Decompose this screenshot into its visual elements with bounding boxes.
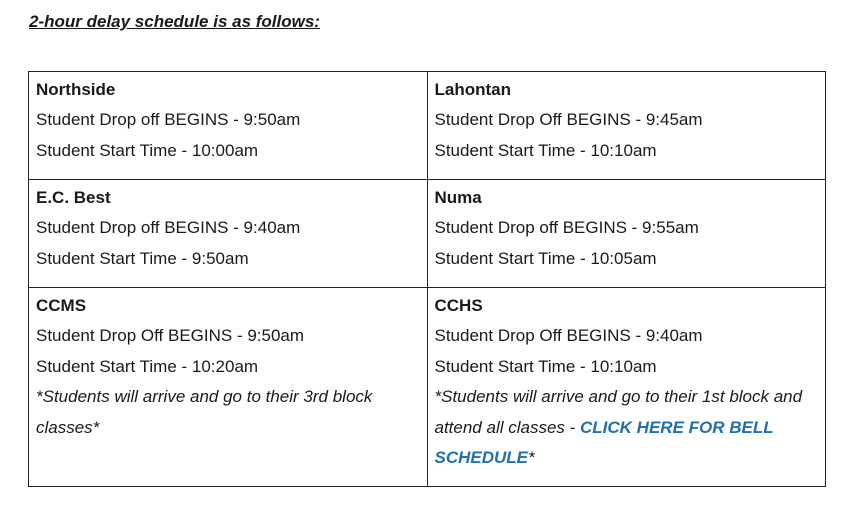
start-time: Student Start Time - 10:10am (434, 140, 657, 160)
school-cell-northside (29, 72, 428, 180)
school-cell-lahontan (427, 72, 826, 180)
arrival-note (435, 382, 820, 474)
drop-off-time: Student Drop Off BEGINS - 9:50am (36, 326, 305, 345)
start-time: Student Start Time - 10:05am (434, 248, 657, 268)
page-heading: 2-hour delay schedule is as follows: (29, 12, 320, 31)
drop-off-time: Student Drop off BEGINS - 9:50am (36, 110, 301, 129)
arrival-note-text: *Students will arrive and go to their 1st block and attend all classes - (434, 387, 803, 437)
school-name: Northside (36, 80, 116, 99)
arrival-note-end: * (528, 448, 535, 467)
school-cell-numa (427, 180, 826, 288)
table-row (29, 180, 826, 288)
school-cell-ec-best (29, 180, 428, 288)
school-name: Lahontan (434, 80, 511, 99)
start-time: Student Start Time - 9:50am (36, 248, 249, 268)
school-cell-ccms (29, 288, 428, 487)
drop-off-time: Student Drop Off BEGINS - 9:45am (434, 110, 703, 129)
arrival-note: *Students will arrive and go to their 3rd block classes* (36, 387, 373, 437)
delay-schedule-table (28, 71, 826, 487)
drop-off-time: Student Drop off BEGINS - 9:40am (36, 218, 301, 237)
drop-off-time: Student Drop off BEGINS - 9:55am (434, 218, 699, 237)
table-row (29, 72, 826, 180)
start-time: Student Start Time - 10:10am (434, 356, 657, 376)
start-time: Student Start Time - 10:00am (36, 140, 259, 160)
bell-schedule-link[interactable]: CLICK HERE FOR BELL SCHEDULE (434, 417, 774, 467)
drop-off-time: Student Drop Off BEGINS - 9:40am (434, 326, 703, 345)
school-name: CCHS (434, 296, 483, 315)
school-cell-cchs (427, 288, 826, 487)
school-name: E.C. Best (36, 188, 111, 207)
table-row (29, 288, 826, 487)
school-name: CCMS (36, 296, 87, 315)
school-name: Numa (434, 188, 482, 207)
start-time: Student Start Time - 10:20am (36, 356, 259, 376)
